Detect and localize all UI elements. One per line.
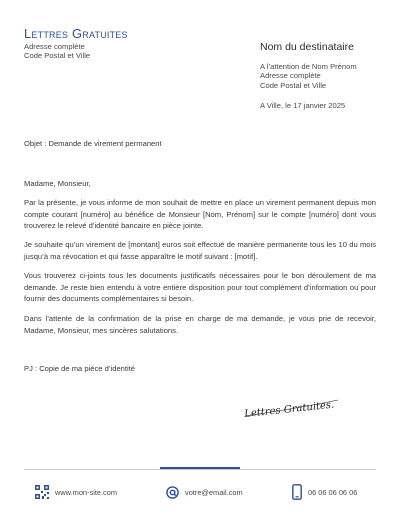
recipient-city-line: Code Postal et Ville	[260, 80, 327, 90]
handwritten-signature	[240, 388, 345, 424]
letter-paragraph: Par la présente, je vous informe de mon souhait de mettre en place un virement permanent depuis mon compte courant [numéro] au bénéfice de Monsieur [Nom, Prénom] sur le compte [numéro] dont vous trouverez le relevé d’identité bancaire en pièce jointe.	[24, 198, 376, 230]
recipient-address-line: Adresse complète	[260, 71, 321, 81]
recipient-name: Nom du destinataire	[260, 41, 354, 53]
email-link[interactable]: votre@email.com	[185, 487, 243, 497]
website-link[interactable]: www.mon-site.com	[55, 487, 118, 497]
qr-code-icon	[35, 485, 49, 499]
letter-paragraph: Je souhaite qu’un virement de [montant] euros soit effectué de manière permanente tous les 10 du mois jusqu’à ma révocation et qui fasse apparaître le motif suivant : [motif].	[24, 240, 376, 261]
sender-address	[24, 42, 90, 61]
phone-number[interactable]: 06 06 06 06 06	[308, 487, 358, 497]
sender-name: Lettres Gratuites	[24, 26, 128, 41]
sender-city-line: Code Postal et Ville	[24, 51, 91, 61]
mobile-phone-icon	[292, 484, 302, 500]
footer-divider	[24, 469, 376, 470]
letter-paragraph: Dans l’attente de la confirmation de la prise en charge de ma demande, je vous prie de recevoir, Madame, Monsieur, mes sincères salutations.	[24, 314, 376, 335]
footer-email	[166, 484, 243, 500]
recipient-address	[260, 62, 357, 90]
footer-website	[35, 484, 117, 500]
letter-attachment: PJ : Copie de ma pièce d’identité	[24, 364, 136, 373]
letter-date: A Ville, le 17 janvier 2025	[260, 101, 346, 110]
signature-text: Lettres Gratuites.	[243, 399, 335, 420]
letter-paragraph: Vous trouverez ci-joints tous les documents justificatifs nécessaires pour le bon déroulement de ma demande. Je reste bien entendu à votre entière disposition pour tout complément d’information ou pour fournir des documents complémentaires si besoin.	[24, 271, 376, 303]
sender-address-line: Adresse complète	[24, 42, 85, 51]
letter-subject: Objet : Demande de virement permanent	[24, 139, 162, 148]
letter-greeting: Madame, Monsieur,	[24, 179, 91, 188]
footer-phone	[292, 484, 357, 500]
at-sign-icon	[166, 486, 179, 499]
recipient-attention: A l’attention de Nom Prénom	[260, 62, 357, 71]
